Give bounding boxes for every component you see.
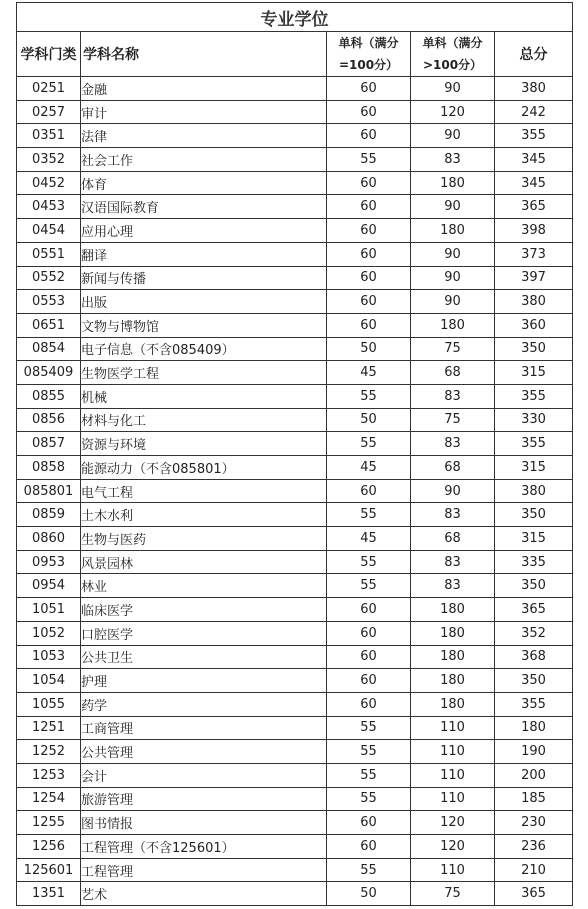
table-row: [17, 527, 573, 551]
cell-single-100: 60: [327, 835, 411, 859]
cell-single-100: 60: [327, 290, 411, 314]
cell-single-gt100: 180: [411, 171, 495, 195]
cell-name: 图书情报: [81, 811, 327, 835]
cell-code: 1253: [17, 763, 81, 787]
cell-name: 社会工作: [81, 148, 327, 172]
table-row: [17, 550, 573, 574]
cell-name: 旅游管理: [81, 787, 327, 811]
cell-single-100: 60: [327, 313, 411, 337]
table-row: [17, 77, 573, 101]
cell-single-100: 55: [327, 432, 411, 456]
cell-single-100: 60: [327, 77, 411, 101]
cell-code: 1054: [17, 669, 81, 693]
cell-total: 210: [495, 858, 573, 882]
cell-code: 0860: [17, 527, 81, 551]
cell-code: 1051: [17, 598, 81, 622]
cell-code: 0553: [17, 290, 81, 314]
cell-total: 352: [495, 621, 573, 645]
cell-code: 1252: [17, 740, 81, 764]
cell-total: 190: [495, 740, 573, 764]
table-row: [17, 124, 573, 148]
cell-single-gt100: 120: [411, 100, 495, 124]
table-row: [17, 835, 573, 859]
cell-code: 0854: [17, 337, 81, 361]
cell-total: 330: [495, 408, 573, 432]
cell-single-gt100: 90: [411, 290, 495, 314]
cell-code: 1256: [17, 835, 81, 859]
cell-name: 汉语国际教育: [81, 195, 327, 219]
cell-code: 0857: [17, 432, 81, 456]
cell-single-gt100: 180: [411, 669, 495, 693]
cell-name: 翻译: [81, 242, 327, 266]
cell-total: 365: [495, 195, 573, 219]
table-row: [17, 858, 573, 882]
cell-single-100: 60: [327, 669, 411, 693]
table-row: [17, 598, 573, 622]
cell-single-gt100: 180: [411, 313, 495, 337]
cell-single-gt100: 83: [411, 574, 495, 598]
cell-total: 380: [495, 77, 573, 101]
cell-name: 药学: [81, 692, 327, 716]
cell-name: 机械: [81, 384, 327, 408]
cell-single-gt100: 83: [411, 148, 495, 172]
table-row: [17, 290, 573, 314]
cell-name: 新闻与传播: [81, 266, 327, 290]
table-title: 专业学位: [17, 3, 573, 32]
cell-code: 125601: [17, 858, 81, 882]
cell-single-gt100: 110: [411, 740, 495, 764]
cell-total: 355: [495, 384, 573, 408]
cell-code: 0452: [17, 171, 81, 195]
cell-name: 临床医学: [81, 598, 327, 622]
cell-single-gt100: 180: [411, 219, 495, 243]
cell-name: 土木水利: [81, 503, 327, 527]
cell-single-gt100: 83: [411, 503, 495, 527]
cell-total: 180: [495, 716, 573, 740]
cell-single-gt100: 120: [411, 811, 495, 835]
cell-single-100: 60: [327, 645, 411, 669]
header-code: 学科门类: [17, 32, 81, 77]
cell-single-gt100: 83: [411, 432, 495, 456]
cell-total: 373: [495, 242, 573, 266]
cell-single-100: 55: [327, 858, 411, 882]
table-row: [17, 219, 573, 243]
table-row: [17, 621, 573, 645]
cell-total: 350: [495, 337, 573, 361]
cell-total: 365: [495, 882, 573, 906]
cell-total: 355: [495, 124, 573, 148]
cell-total: 345: [495, 148, 573, 172]
cell-name: 能源动力（不含085801）: [81, 456, 327, 480]
cell-code: 0855: [17, 384, 81, 408]
cell-code: 0351: [17, 124, 81, 148]
cell-total: 350: [495, 574, 573, 598]
table-row: [17, 574, 573, 598]
cell-total: 360: [495, 313, 573, 337]
table-row: [17, 384, 573, 408]
cell-code: 0859: [17, 503, 81, 527]
table-row: [17, 313, 573, 337]
cell-single-gt100: 90: [411, 195, 495, 219]
table-row: [17, 408, 573, 432]
table-row: [17, 266, 573, 290]
table-body: [17, 77, 573, 906]
cell-name: 艺术: [81, 882, 327, 906]
cell-code: 0251: [17, 77, 81, 101]
cell-single-gt100: 180: [411, 621, 495, 645]
table-row: [17, 456, 573, 480]
cell-single-gt100: 83: [411, 550, 495, 574]
cell-name: 会计: [81, 763, 327, 787]
cell-single-100: 55: [327, 384, 411, 408]
cell-code: 0257: [17, 100, 81, 124]
cell-total: 380: [495, 290, 573, 314]
cell-single-gt100: 75: [411, 408, 495, 432]
header-name: 学科名称: [81, 32, 327, 77]
cell-single-gt100: 68: [411, 361, 495, 385]
cell-total: 355: [495, 432, 573, 456]
cell-total: 315: [495, 361, 573, 385]
table-row: [17, 100, 573, 124]
cell-name: 电气工程: [81, 479, 327, 503]
cell-single-100: 55: [327, 787, 411, 811]
cell-name: 工商管理: [81, 716, 327, 740]
table-row: [17, 716, 573, 740]
cell-code: 085409: [17, 361, 81, 385]
cell-code: 1251: [17, 716, 81, 740]
cell-code: 1055: [17, 692, 81, 716]
cell-single-gt100: 180: [411, 645, 495, 669]
cell-total: 230: [495, 811, 573, 835]
cell-name: 林业: [81, 574, 327, 598]
cell-single-100: 50: [327, 337, 411, 361]
cell-single-100: 55: [327, 503, 411, 527]
cell-code: 0954: [17, 574, 81, 598]
table-row: [17, 242, 573, 266]
cell-name: 审计: [81, 100, 327, 124]
cell-name: 资源与环境: [81, 432, 327, 456]
cell-single-gt100: 180: [411, 598, 495, 622]
header-single-100-line1: 单科（满分: [338, 36, 399, 50]
cell-code: 1052: [17, 621, 81, 645]
table-row: [17, 503, 573, 527]
table-row: [17, 740, 573, 764]
header-row: [17, 32, 573, 77]
table-row: [17, 148, 573, 172]
cell-name: 体育: [81, 171, 327, 195]
cell-name: 材料与化工: [81, 408, 327, 432]
score-table: [16, 2, 573, 906]
cell-single-100: 55: [327, 574, 411, 598]
cell-total: 345: [495, 171, 573, 195]
table-row: [17, 171, 573, 195]
cell-single-100: 60: [327, 598, 411, 622]
table-row: [17, 811, 573, 835]
cell-single-gt100: 68: [411, 456, 495, 480]
header-total: 总分: [495, 32, 573, 77]
cell-total: 397: [495, 266, 573, 290]
cell-code: 0352: [17, 148, 81, 172]
cell-single-100: 45: [327, 527, 411, 551]
cell-name: 电子信息（不含085409）: [81, 337, 327, 361]
table-row: [17, 692, 573, 716]
cell-single-100: 45: [327, 361, 411, 385]
cell-single-gt100: 90: [411, 124, 495, 148]
cell-single-100: 60: [327, 100, 411, 124]
cell-single-100: 55: [327, 740, 411, 764]
cell-name: 文物与博物馆: [81, 313, 327, 337]
cell-single-100: 55: [327, 550, 411, 574]
cell-single-100: 55: [327, 763, 411, 787]
table-row: [17, 787, 573, 811]
table-row: [17, 479, 573, 503]
cell-code: 1351: [17, 882, 81, 906]
cell-single-100: 55: [327, 148, 411, 172]
cell-single-gt100: 90: [411, 479, 495, 503]
cell-code: 1255: [17, 811, 81, 835]
cell-code: 0858: [17, 456, 81, 480]
cell-single-100: 60: [327, 692, 411, 716]
cell-total: 355: [495, 692, 573, 716]
cell-single-gt100: 90: [411, 242, 495, 266]
cell-single-100: 60: [327, 479, 411, 503]
cell-name: 生物与医药: [81, 527, 327, 551]
header-single-100: [327, 32, 411, 77]
cell-total: 335: [495, 550, 573, 574]
cell-name: 工程管理（不含125601）: [81, 835, 327, 859]
cell-total: 350: [495, 503, 573, 527]
header-single-gt100-line1: 单科（满分: [422, 36, 483, 50]
cell-single-100: 50: [327, 408, 411, 432]
cell-name: 公共管理: [81, 740, 327, 764]
table-row: [17, 882, 573, 906]
cell-name: 工程管理: [81, 858, 327, 882]
cell-single-gt100: 110: [411, 716, 495, 740]
cell-code: 0454: [17, 219, 81, 243]
cell-single-100: 50: [327, 882, 411, 906]
cell-code: 1254: [17, 787, 81, 811]
cell-single-100: 60: [327, 242, 411, 266]
cell-code: 1053: [17, 645, 81, 669]
cell-single-gt100: 68: [411, 527, 495, 551]
header-single-gt100: [411, 32, 495, 77]
cell-code: 0651: [17, 313, 81, 337]
cell-total: 350: [495, 669, 573, 693]
cell-total: 315: [495, 456, 573, 480]
cell-name: 出版: [81, 290, 327, 314]
table-row: [17, 645, 573, 669]
cell-total: 368: [495, 645, 573, 669]
cell-single-gt100: 75: [411, 882, 495, 906]
cell-name: 法律: [81, 124, 327, 148]
cell-single-100: 60: [327, 171, 411, 195]
cell-name: 口腔医学: [81, 621, 327, 645]
table-row: [17, 763, 573, 787]
cell-single-gt100: 110: [411, 858, 495, 882]
table-row: [17, 361, 573, 385]
cell-name: 应用心理: [81, 219, 327, 243]
cell-single-100: 60: [327, 195, 411, 219]
cell-single-100: 60: [327, 124, 411, 148]
cell-single-gt100: 90: [411, 266, 495, 290]
table-row: [17, 337, 573, 361]
header-single-100-line2: =100分）: [338, 58, 399, 72]
cell-single-gt100: 120: [411, 835, 495, 859]
cell-name: 风景园林: [81, 550, 327, 574]
cell-name: 公共卫生: [81, 645, 327, 669]
cell-single-100: 55: [327, 716, 411, 740]
cell-code: 0551: [17, 242, 81, 266]
cell-single-gt100: 90: [411, 77, 495, 101]
cell-single-100: 60: [327, 219, 411, 243]
cell-single-100: 45: [327, 456, 411, 480]
cell-total: 236: [495, 835, 573, 859]
cell-total: 185: [495, 787, 573, 811]
table-row: [17, 669, 573, 693]
cell-total: 398: [495, 219, 573, 243]
cell-total: 365: [495, 598, 573, 622]
cell-code: 0453: [17, 195, 81, 219]
cell-single-gt100: 83: [411, 384, 495, 408]
cell-code: 0856: [17, 408, 81, 432]
cell-total: 380: [495, 479, 573, 503]
cell-single-100: 60: [327, 266, 411, 290]
cell-single-gt100: 110: [411, 763, 495, 787]
cell-single-100: 60: [327, 621, 411, 645]
cell-single-gt100: 75: [411, 337, 495, 361]
cell-single-gt100: 180: [411, 692, 495, 716]
header-single-gt100-line2: >100分）: [422, 58, 483, 72]
table-row: [17, 432, 573, 456]
cell-single-100: 60: [327, 811, 411, 835]
cell-code: 0552: [17, 266, 81, 290]
table-row: [17, 195, 573, 219]
cell-total: 200: [495, 763, 573, 787]
cell-total: 242: [495, 100, 573, 124]
cell-name: 护理: [81, 669, 327, 693]
cell-total: 315: [495, 527, 573, 551]
cell-code: 085801: [17, 479, 81, 503]
cell-name: 生物医学工程: [81, 361, 327, 385]
cell-code: 0953: [17, 550, 81, 574]
cell-name: 金融: [81, 77, 327, 101]
cell-single-gt100: 110: [411, 787, 495, 811]
